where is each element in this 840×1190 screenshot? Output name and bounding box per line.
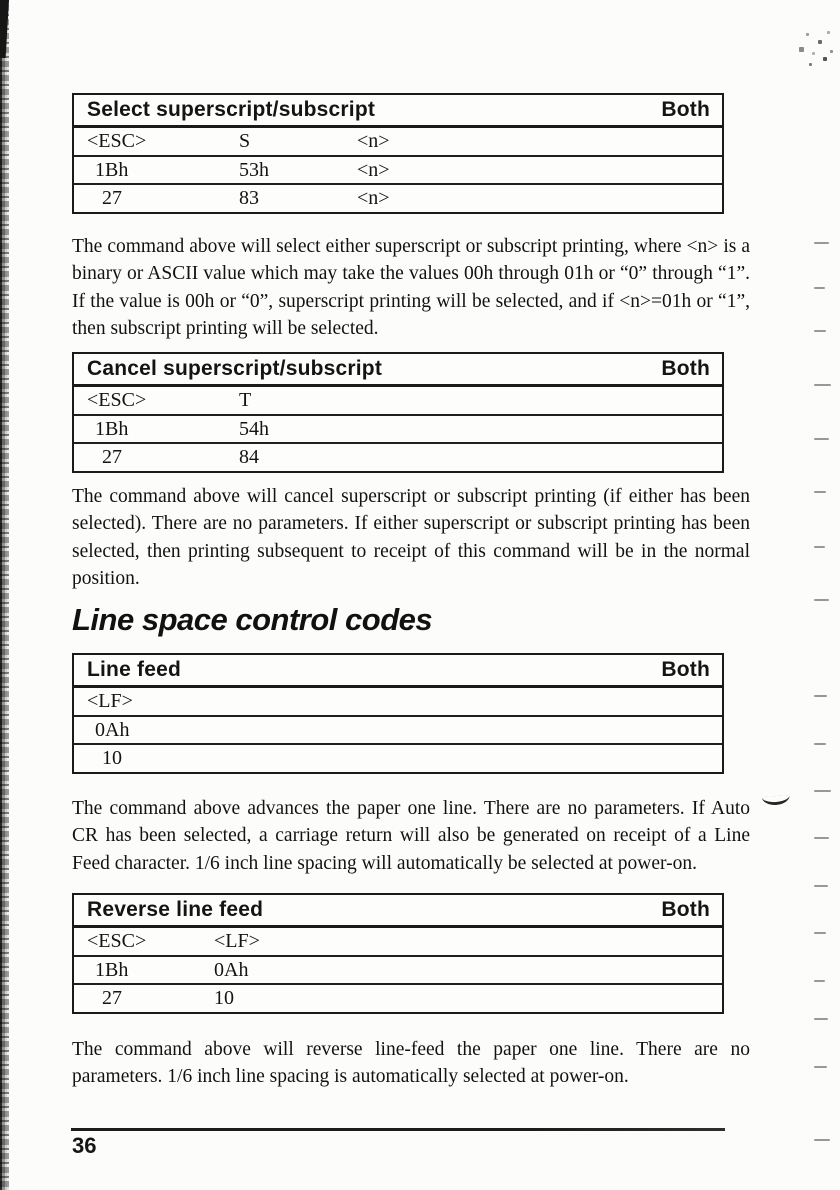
scan-artifact-dash: [814, 599, 829, 601]
cell-hex: 1Bh: [95, 158, 129, 181]
table-row: [74, 688, 722, 717]
table-reverse-line-feed: [72, 893, 724, 1014]
scan-artifact-speckle: [812, 52, 815, 55]
paragraph-cancel-description: The command above will cancel superscript or subscript printing (if either has been selected). There are no parameters. If either superscript or subscript printing has been selected, then printing subsequent to receipt of this command will be in the normal position.: [72, 486, 750, 590]
command-name: Reverse line feed: [87, 898, 264, 921]
scan-artifact-dash: [814, 743, 826, 745]
table-header: [74, 895, 722, 928]
scan-artifact-speckle: [806, 33, 809, 36]
command-name: Select superscript/subscript: [87, 98, 376, 121]
cell-hex: 0Ah: [214, 958, 249, 981]
cell-ascii: <ESC>: [87, 388, 147, 411]
scan-artifact-dash: [814, 790, 831, 792]
table-row: [74, 387, 722, 416]
table-row: [74, 957, 722, 986]
command-name: Line feed: [87, 658, 181, 681]
mode-badge: Both: [661, 898, 710, 921]
cell-decimal: 84: [239, 446, 259, 469]
scan-artifact-dash: [814, 330, 826, 332]
table-row: [74, 128, 722, 157]
table-row: [74, 157, 722, 186]
scan-artifact-speckle: [799, 47, 804, 52]
scan-artifact-dash: [814, 885, 828, 887]
table-row: [74, 717, 722, 746]
cell-ascii: S: [239, 129, 251, 152]
cell-decimal: 83: [239, 187, 259, 210]
paragraph-select-description: The command above will select either superscript or subscript printing, where <n> is a binary or ASCII value which may take the values 00h through 01h or “0” through “1”. If the value is 00h or “0”, superscript printing will be selected, and if <n>=01h or “1”, then subscript printing will be selected.: [72, 236, 750, 340]
paragraph-reverse-line-feed-description: The command above will reverse line-feed the paper one line. There are no parameters. 1/6 inch line spacing is automatically selected at power-on.: [72, 1039, 750, 1088]
table-row: [74, 985, 722, 1012]
cell-decimal: 27: [102, 187, 122, 210]
scan-artifact-dash: [814, 242, 829, 244]
cell-hex: 0Ah: [95, 718, 130, 741]
cell-decimal: <n>: [357, 187, 390, 210]
scan-artifact-speckle: [809, 63, 812, 66]
scan-artifact-dash: [814, 546, 825, 548]
section-heading: Line space control codes: [72, 602, 433, 637]
cell-hex: 53h: [239, 158, 269, 181]
scan-artifact-speckle: [827, 31, 830, 34]
cell-decimal: 10: [214, 987, 234, 1010]
scan-artifact-dash: [814, 1018, 828, 1020]
footer-rule: [71, 1128, 725, 1131]
table-line-feed: [72, 653, 724, 774]
table-header: [74, 354, 722, 387]
table-row: [74, 928, 722, 957]
table-row: [74, 745, 722, 772]
scan-mark-artifact: [762, 795, 791, 806]
cell-ascii: <ESC>: [87, 129, 147, 152]
scan-artifact-speckle: [818, 40, 822, 44]
cell-decimal: 10: [102, 747, 122, 770]
scan-artifact-dash: [814, 438, 829, 440]
cell-ascii: T: [239, 388, 252, 411]
cell-hex: 54h: [239, 417, 269, 440]
scan-artifact-speckle: [830, 50, 833, 53]
table-row: [74, 416, 722, 445]
scan-artifact-dash: [814, 287, 825, 289]
table-row: [74, 444, 722, 471]
cell-ascii: <n>: [357, 129, 390, 152]
mode-badge: Both: [661, 98, 710, 121]
table-cancel-superscript-subscript: [72, 352, 724, 473]
scan-artifact-dash: [814, 932, 826, 934]
cell-decimal: 27: [102, 987, 122, 1010]
scan-artifact-dash: [814, 491, 826, 493]
scan-artifact-dash: [814, 837, 829, 839]
cell-hex: 1Bh: [95, 417, 129, 440]
scan-artifact-dash: [814, 695, 827, 697]
scan-artifact-dash: [814, 1139, 830, 1141]
table-header: [74, 655, 722, 688]
cell-ascii: <LF>: [214, 929, 260, 952]
table-row: [74, 185, 722, 212]
table-select-superscript-subscript: [72, 93, 724, 214]
page-number: 36: [72, 1133, 97, 1158]
scan-artifact-speckle: [823, 57, 827, 61]
cell-ascii: <LF>: [87, 689, 133, 712]
paragraph-line-feed-description: The command above advances the paper one line. There are no parameters. If Auto CR has been selected, a carriage return will also be generated on receipt of a Line Feed character. 1/6 inch line spacing will automatically be selected at power-on.: [72, 798, 750, 874]
scan-binding-artifact-top: [0, 0, 9, 58]
mode-badge: Both: [661, 658, 710, 681]
cell-hex: <n>: [357, 158, 390, 181]
scan-artifact-dash: [814, 1066, 827, 1068]
scan-artifact-dash: [814, 384, 831, 386]
cell-ascii: <ESC>: [87, 929, 147, 952]
scan-artifact-dash: [814, 980, 825, 982]
cell-decimal: 27: [102, 446, 122, 469]
table-header: [74, 95, 722, 128]
cell-hex: 1Bh: [95, 958, 129, 981]
mode-badge: Both: [661, 357, 710, 380]
command-name: Cancel superscript/subscript: [87, 357, 383, 380]
scan-binding-artifact: [0, 0, 9, 1190]
